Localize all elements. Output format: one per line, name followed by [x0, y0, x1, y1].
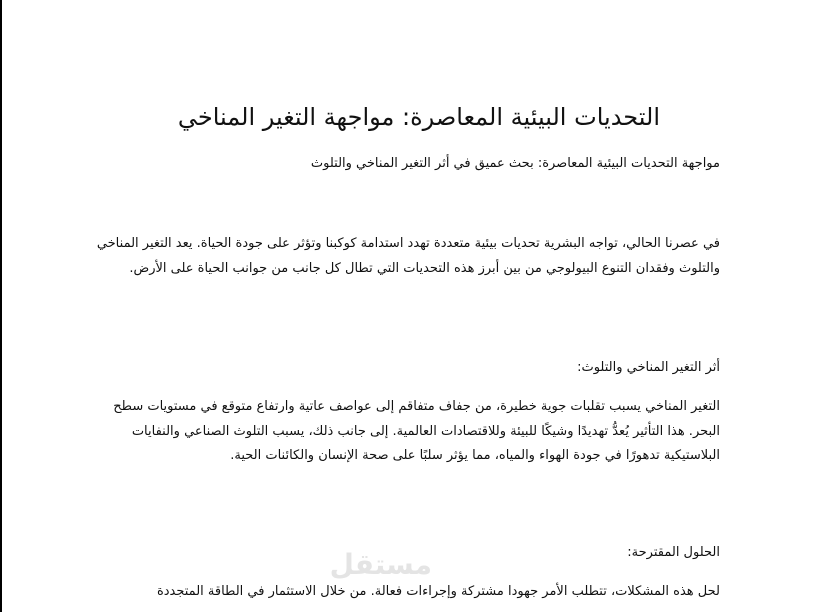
section-body-impact: التغير المناخي يسبب تقلبات جوية خطيرة، من جفاف متفاقم إلى عواصف عاتية وارتفاع متوقع في مستويات سطح البحر. هذا التأثير يُعدُّ تهديدًا وشيكًا للبيئة وللاقتصادات العالمية. إلى جانب ذلك، يسبب التلوث الصناعي والنفايات البلاستيكية تدهورًا في جودة الهواء والمياه، مما يؤثر سلبًا على صحة الإنسان والكائنات الحية. — [113, 399, 720, 463]
section-heading-impact: أثر التغير المناخي والتلوث: — [577, 360, 720, 375]
section-body-solutions: لحل هذه المشكلات، تتطلب الأمر جهودا مشتركة وإجراءات فعالة. من خلال الاستثمار في الطاقة المتجددة — [156, 584, 720, 599]
document-title: التحديات البيئية المعاصرة: مواجهة التغير المناخي — [177, 103, 660, 131]
intro-paragraph: في عصرنا الحالي، تواجه البشرية تحديات بيئية متعددة تهدد استدامة كوكبنا وتؤثر على جودة الحياة. يعد التغير المناخي والتلوث وفقدان التنوع البيولوجي من بين أبرز هذه التحديات التي تطال كل جانب من جوانب الحياة على الأرض. — [96, 236, 720, 276]
document-subtitle: مواجهة التحديات البيئية المعاصرة: بحث عميق في أثر التغير المناخي والتلوث — [310, 156, 720, 171]
section-heading-solutions: الحلول المقترحة: — [627, 545, 720, 560]
watermark-logo: مستقل — [329, 548, 432, 581]
